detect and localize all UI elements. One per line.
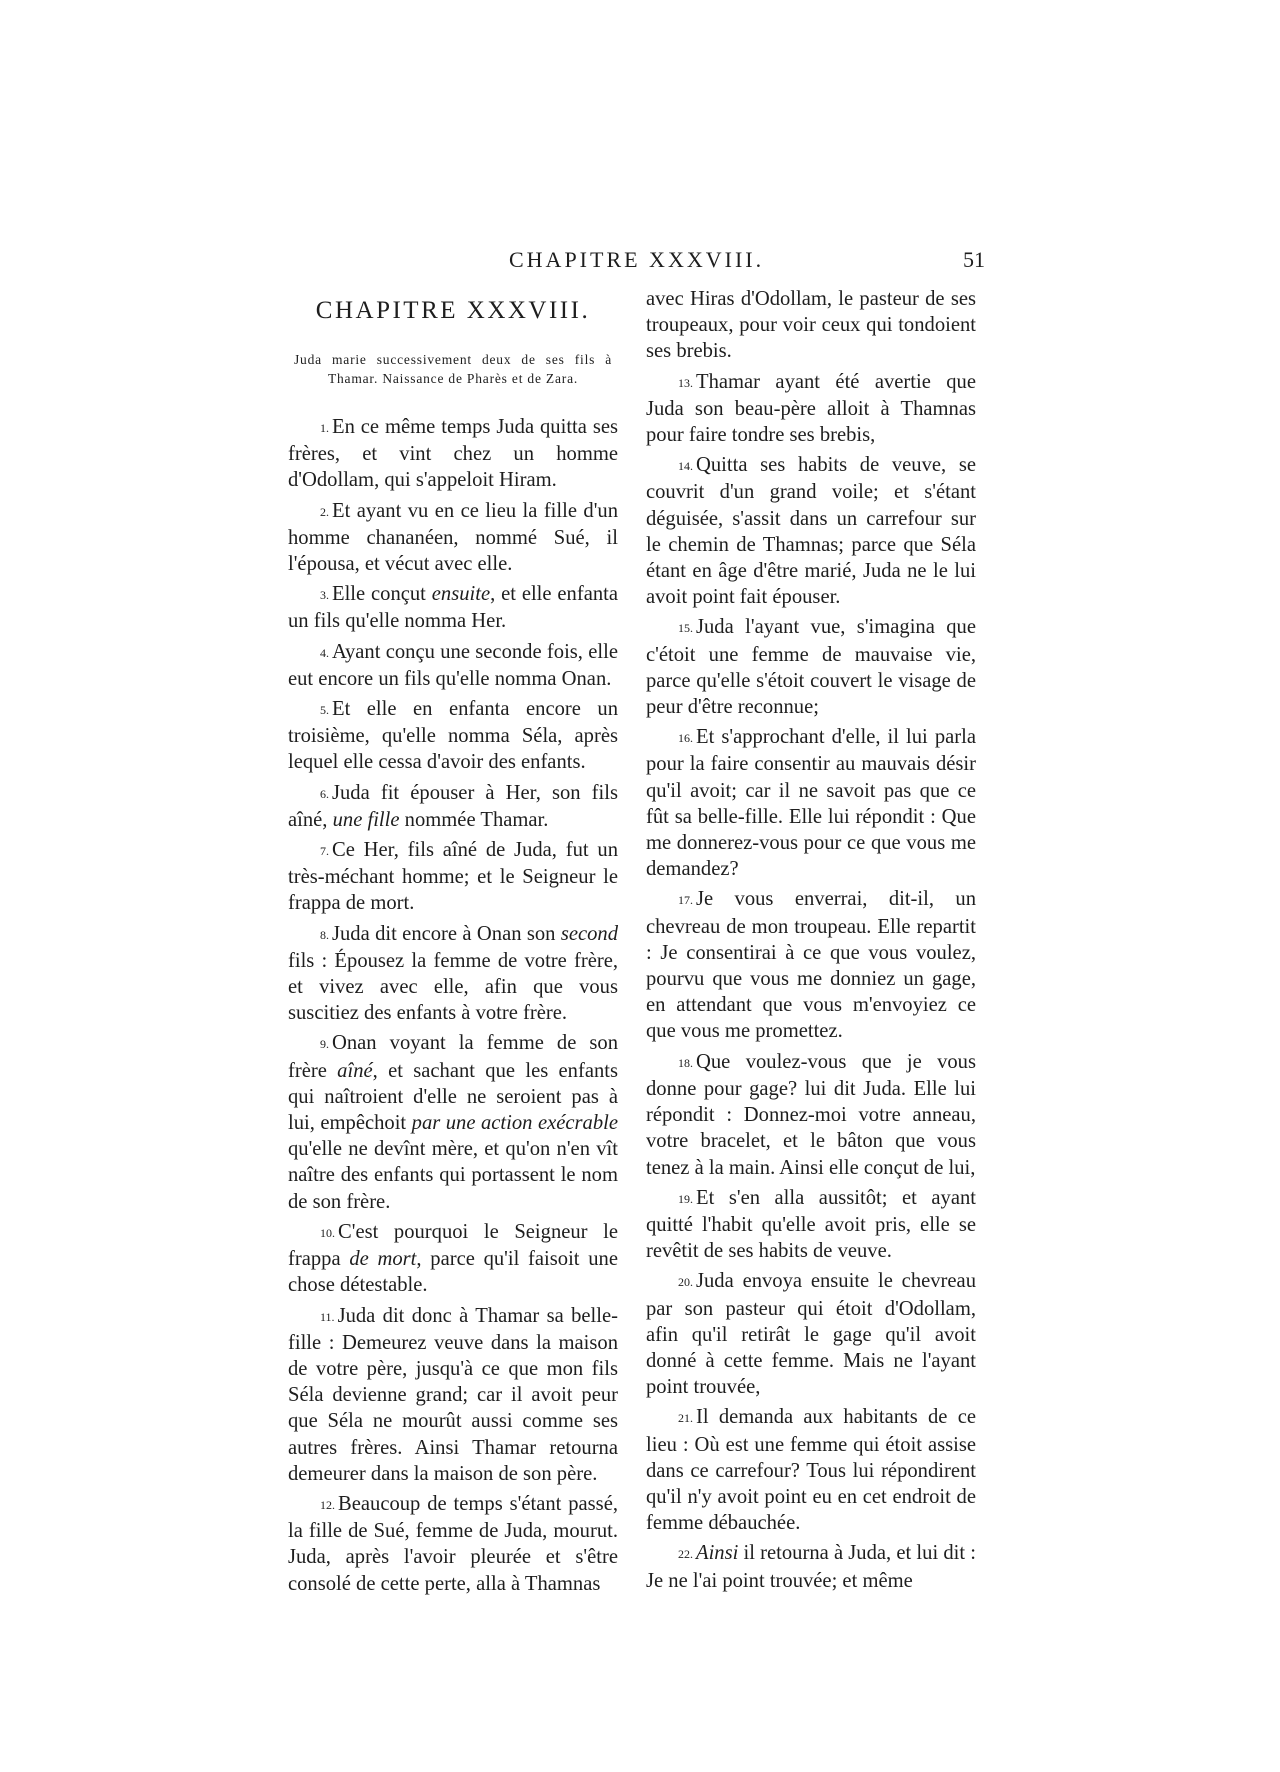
verse-16 <box>646 724 976 882</box>
verse-number: 10. <box>320 1225 335 1240</box>
verse-number: 15. <box>678 621 693 636</box>
verse-12-continuation: avec Hiras d'Odollam, le pasteur de ses troupeaux, pour voir ceux qui tondoient ses brebis. <box>646 288 976 363</box>
verse-19 <box>646 1185 976 1265</box>
verse-text: Il demanda aux habitants de ce lieu : Où est une femme qui étoit assise dans ce carrefour? Tous lui répondirent qu'il n'y avoit point eu en cet endroit de femme débauchée. <box>646 1406 976 1535</box>
verse-number: 14. <box>678 459 693 474</box>
verse-15 <box>646 614 976 720</box>
verse-number: 12. <box>320 1497 335 1512</box>
verse-text: Elle conçut <box>332 583 432 606</box>
verse-7 <box>288 837 618 917</box>
verse-text: nommée Thamar. <box>399 808 549 831</box>
verse-number: 20. <box>678 1275 693 1290</box>
left-column <box>288 296 618 1601</box>
running-head-title: CHAPITRE XXXVIII. <box>509 247 765 272</box>
verse-text: C'est pourquoi le Seigneur le frappa <box>288 1220 618 1271</box>
verse-5 <box>288 696 618 776</box>
verse-number: 22. <box>678 1547 693 1562</box>
verse-number: 5. <box>320 703 329 718</box>
verse-13 <box>646 369 976 449</box>
verse-text: Beaucoup de temps s'étant passé, la fille de Sué, femme de Juda, mourut. Juda, après l'avoir pleurée et s'être consolé de cette perte, alla à Thamnas <box>288 1492 618 1595</box>
verse-text: Juda envoya ensuite le chevreau par son pasteur qui étoit d'Odollam, afin qu'il retirât le gage qu'il avoit donné à cette femme. Mais ne l'ayant point trouvée, <box>646 1270 976 1399</box>
verse-italic: ensuite <box>431 583 491 606</box>
verse-text: En ce même temps Juda quitta ses frères, et vint chez un homme d'Odollam, qui s'appeloit Hiram. <box>288 416 618 492</box>
verse-text: Et s'approchant d'elle, il lui parla pour la faire consentir au mauvais désir qu'il avoit; car il ne savoit pas que ce fût sa belle-fille. Elle lui répondit : Que me donnerez-vous pour ce que vous me demandez? <box>646 726 976 881</box>
verse-text: Thamar ayant été avertie que Juda son beau-père alloit à Thamnas pour faire tondre ses brebis, <box>646 370 976 447</box>
verse-text: il retourna à Juda, et lui dit : Je ne l'ai point trouvée; et même <box>646 1542 976 1592</box>
verse-18 <box>646 1049 976 1181</box>
verse-text: Juda l'ayant vue, s'imagina que c'étoit une femme de mauvaise vie, parce qu'elle s'étoit couvert le visage de peur d'être reconnue; <box>646 616 976 719</box>
verse-2 <box>288 498 618 578</box>
chapter-title: CHAPITRE XXXVIII. <box>315 297 591 324</box>
verse-text: Juda fit épouser à Her, son fils aîné, <box>288 781 618 831</box>
verse-italic: par une action exécrable <box>411 1112 618 1135</box>
verse-text: Que voulez-vous que je vous donne pour gage? lui dit Juda. Elle lui répondit : Donnez-moi votre anneau, votre bracelet, et le bâton que vous tenez à la main. Ainsi elle conçut de lui, <box>646 1050 976 1179</box>
verse-9 <box>288 1030 618 1214</box>
verse-4 <box>288 639 618 692</box>
verse-21 <box>646 1404 976 1536</box>
verse-text: , parce qu'il faisoit une chose détestable. <box>288 1248 618 1297</box>
verse-12 <box>288 1491 618 1597</box>
verse-number: 3. <box>320 588 329 603</box>
verse-number: 1. <box>320 421 329 435</box>
verse-3 <box>288 581 618 634</box>
verse-17 <box>646 886 976 1044</box>
verse-text: Ayant conçu une seconde fois, elle eut encore un fils qu'elle nomma Onan. <box>288 640 618 690</box>
verse-10 <box>288 1219 618 1299</box>
verse-6 <box>288 780 618 833</box>
verse-italic: Ainsi <box>696 1542 739 1565</box>
verse-italic: une fille <box>332 808 400 831</box>
verse-number: 13. <box>678 375 693 390</box>
page-number: 51 <box>963 247 985 272</box>
verse-1 <box>288 414 618 494</box>
verse-number: 16. <box>678 731 693 746</box>
verse-number: 17. <box>678 893 693 908</box>
verse-number: 18. <box>678 1055 693 1070</box>
verse-number: 7. <box>320 844 329 859</box>
verse-text: Et elle en enfanta encore un troisième, qu'elle nomma Séla, après lequel elle cessa d'avoir des enfants. <box>288 698 618 774</box>
verse-text: qu'elle ne devînt mère, et qu'on n'en vît naître des enfants qui portassent le nom de son frère. <box>288 1138 618 1213</box>
verse-11 <box>288 1303 618 1487</box>
right-column <box>646 286 976 1598</box>
verse-text: Et ayant vu en ce lieu la fille d'un homme chananéen, nommé Sué, il l'épousa, et vécut avec elle. <box>288 499 618 576</box>
verse-number: 4. <box>320 645 329 660</box>
verse-text: Et s'en alla aussitôt; et ayant quitté l'habit qu'elle avoit pris, elle se revêtit de ses habits de veuve. <box>646 1186 976 1263</box>
verse-20 <box>646 1268 976 1400</box>
verse-8 <box>288 921 618 1027</box>
verse-text: , et sachant que les enfants qui naîtroient d'elle ne seroient pas à lui, empêchoit <box>288 1059 618 1135</box>
verse-number: 9. <box>320 1037 329 1052</box>
verse-text: Quitta ses habits de veuve, se couvrit d'un grand voile; et s'étant déguisée, s'assit dans un carrefour sur le chemin de Thamnas; parce que Séla étant en âge d'être marié, Juda ne le lui avoit point fait épouser. <box>646 454 976 609</box>
verse-italic: de mort <box>349 1248 417 1271</box>
verse-text: Juda dit donc à Thamar sa belle-fille : Demeurez veuve dans la maison de votre père, jusqu'à ce que mon fils Séla devienne grand; car il avoit peur que Séla ne mourût aussi comme ses autres frères. Ainsi Thamar retourna demeurer dans la maison de son père. <box>288 1304 618 1485</box>
verse-text: Juda dit encore à Onan son <box>332 922 561 945</box>
verse-text: Onan voyant la femme de son frère <box>288 1032 618 1082</box>
verse-number: 21. <box>678 1411 693 1426</box>
verse-text: fils : Épousez la femme de votre frère, et vivez avec elle, afin que vous suscitiez des enfants à votre frère. <box>288 949 618 1025</box>
verse-number: 8. <box>320 927 329 942</box>
verse-number: 6. <box>320 786 329 801</box>
chapter-summary: Juda marie successivement deux de ses fils à Thamar. Naissance de Pharès et de Zara. <box>294 352 612 386</box>
verse-22 <box>646 1540 976 1593</box>
verse-italic: aîné <box>337 1059 373 1082</box>
verse-number: 19. <box>678 1191 693 1206</box>
verse-number: 2. <box>320 504 329 519</box>
verse-text: , et elle enfanta un fils qu'elle nomma Her. <box>288 583 618 633</box>
verse-text: Je vous enverrai, dit-il, un chevreau de mon troupeau. Elle repartit : Je consentirai à ce que vous voulez, pourvu que vous me donniez un gage, en attendant que vous m'envoyiez ce que vous me promettez. <box>646 888 976 1043</box>
verse-italic: second <box>560 922 618 945</box>
verse-number: 11. <box>320 1309 335 1324</box>
verse-text: Ce Her, fils aîné de Juda, fut un très-méchant homme; et le Seigneur le frappa de mort. <box>288 839 618 915</box>
verse-14 <box>646 452 976 610</box>
